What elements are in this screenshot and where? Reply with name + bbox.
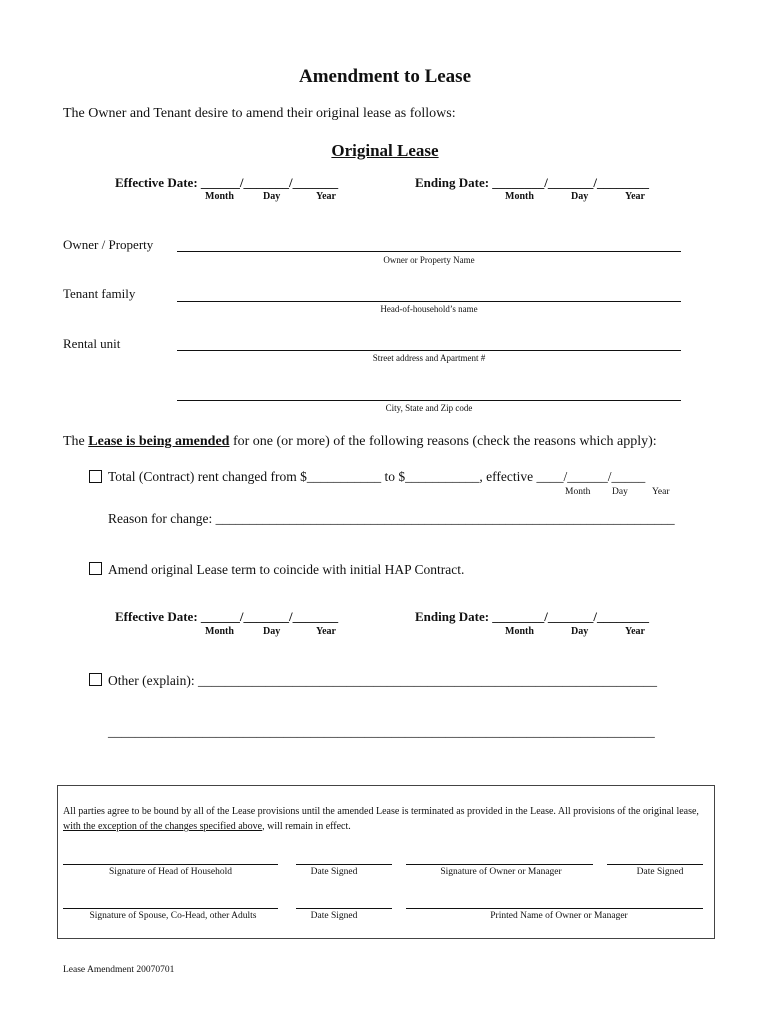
rent-change-checkbox[interactable] [89, 470, 102, 483]
reasons-suffix: for one (or more) of the following reasons (check the reasons which apply): [229, 434, 657, 449]
printed-owner-name-caption: Printed Name of Owner or Manager [490, 911, 628, 921]
rental-unit-label: Rental unit [63, 336, 121, 351]
intro-text: The Owner and Tenant desire to amend their original lease as follows: [63, 106, 456, 121]
tenant-family-caption: Head-of-household’s name [380, 304, 478, 314]
city-state-zip-input[interactable] [177, 400, 681, 401]
effective-day-label: Day [263, 191, 281, 202]
head-signature-caption: Signature of Head of Household [109, 867, 232, 877]
date-signed-line-2[interactable] [607, 864, 703, 865]
head-signature-line[interactable] [63, 864, 278, 865]
owner-signature-line[interactable] [406, 864, 593, 865]
spouse-signature-line[interactable] [63, 908, 278, 909]
effective-month-label: Month [205, 191, 234, 202]
agreement-text-underlined: with the exception of the changes specified above [63, 821, 263, 832]
owner-property-caption: Owner or Property Name [383, 255, 475, 265]
term-effective-date-field[interactable]: Effective Date: ______/_______/_______ [115, 609, 339, 624]
agreement-text [63, 804, 709, 834]
owner-property-label: Owner / Property [63, 237, 154, 252]
form-footer: Lease Amendment 20070701 [63, 965, 175, 975]
date-signed-line-3[interactable] [296, 908, 392, 909]
term-ending-day-label: Day [571, 626, 589, 637]
date-signed-caption-3: Date Signed [310, 911, 358, 921]
rent-day-label: Day [612, 487, 628, 497]
lease-amended-emphasis: Lease is being amended [88, 434, 230, 449]
owner-signature-caption: Signature of Owner or Manager [440, 867, 562, 877]
ending-month-label: Month [505, 191, 534, 202]
date-signed-caption-2: Date Signed [636, 867, 684, 877]
spouse-signature-caption: Signature of Spouse, Co-Head, other Adults [89, 911, 257, 921]
term-ending-month-label: Month [505, 626, 534, 637]
other-explain-line[interactable]: _________________________________________________________________________________ [108, 724, 655, 739]
city-state-zip-caption: City, State and Zip code [385, 403, 473, 413]
ending-day-label: Day [571, 191, 589, 202]
reasons-heading [63, 434, 657, 450]
effective-year-label: Year [316, 191, 336, 202]
street-address-input[interactable] [177, 350, 681, 351]
page-title: Amendment to Lease [298, 66, 472, 87]
reasons-prefix: The [63, 434, 89, 449]
term-ending-date-field[interactable]: Ending Date: ________/_______/________ [415, 609, 650, 624]
agreement-text-part2: , will remain in effect. [262, 821, 351, 832]
term-ending-year-label: Year [625, 626, 645, 637]
amend-term-checkbox[interactable] [89, 562, 102, 575]
ending-date-field[interactable]: Ending Date: ________/_______/________ [415, 175, 650, 190]
date-signed-line-1[interactable] [296, 864, 392, 865]
date-signed-caption-1: Date Signed [310, 867, 358, 877]
rent-year-label: Year [652, 487, 670, 497]
original-lease-heading: Original Lease [331, 141, 439, 160]
tenant-family-input[interactable] [177, 301, 681, 302]
term-effective-month-label: Month [205, 626, 234, 637]
tenant-family-label: Tenant family [63, 286, 136, 301]
effective-date-field[interactable]: Effective Date: ______/_______/_______ [115, 175, 339, 190]
rent-month-label: Month [565, 487, 591, 497]
street-address-caption: Street address and Apartment # [372, 353, 486, 363]
ending-year-label: Year [625, 191, 645, 202]
other-checkbox[interactable] [89, 673, 102, 686]
agreement-text-part1: All parties agree to be bound by all of the Lease provisions until the amended Lease is terminated as provided in the Lease. All provisions of the original lease, [63, 806, 699, 817]
printed-owner-name-line[interactable] [406, 908, 703, 909]
other-explain-field[interactable]: Other (explain): ____________________________________________________________________ [108, 673, 657, 688]
amend-term-text: Amend original Lease term to coincide with initial HAP Contract. [108, 562, 465, 577]
term-effective-year-label: Year [316, 626, 336, 637]
reason-for-change-field[interactable]: Reason for change: ____________________________________________________________________ [108, 511, 675, 526]
owner-property-input[interactable] [177, 251, 681, 252]
rent-change-text[interactable]: Total (Contract) rent changed from $___________ to $___________, effective ____/______/_____ [108, 469, 646, 484]
term-effective-day-label: Day [263, 626, 281, 637]
